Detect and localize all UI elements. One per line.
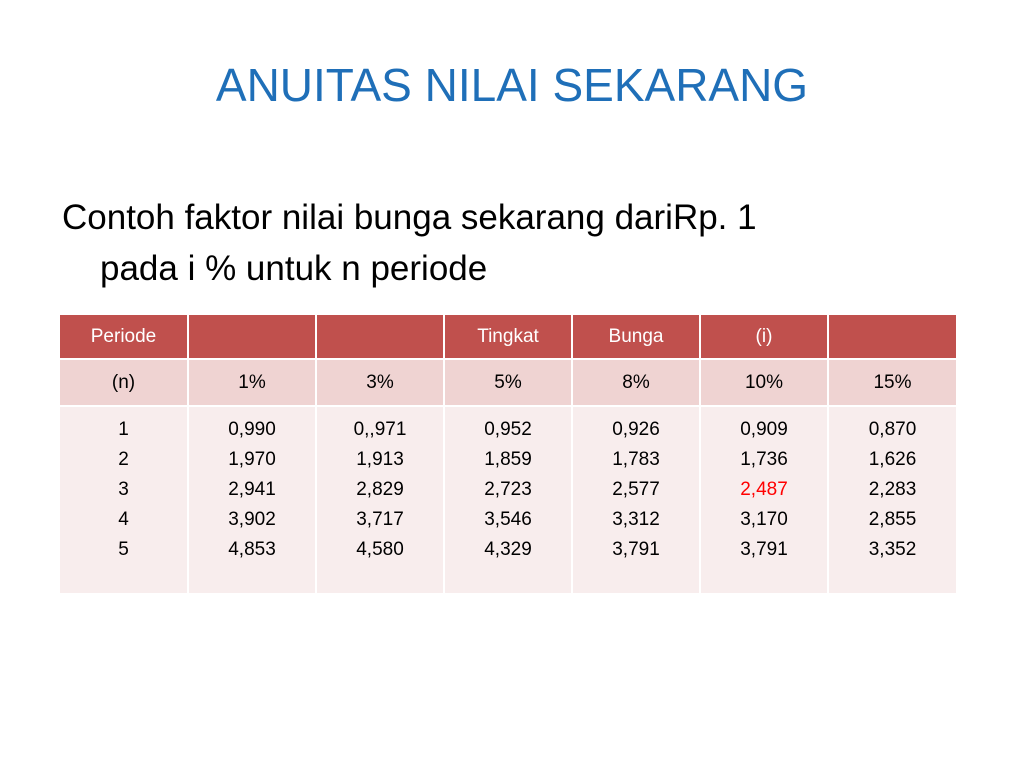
factor-value: 3,312 [612,509,660,530]
table-subheader-row [60,359,956,406]
rate-1-column [188,406,316,594]
period-value: 1 [118,419,129,440]
factor-value: 3,352 [868,539,917,560]
header-cell-tingkat: Tingkat [444,315,572,359]
factor-value: 3,546 [484,509,532,530]
header-cell-empty [316,315,444,359]
header-cell-bunga: Bunga [572,315,700,359]
header-cell-empty [188,315,316,359]
slide-subtitle [62,193,942,295]
factor-value: 2,855 [868,509,917,530]
factor-value-highlighted: 2,487 [740,479,788,500]
factor-value: 0,870 [868,419,917,440]
period-value: 5 [118,539,129,560]
factor-value: 2,941 [228,479,276,500]
header-cell-empty [828,315,956,359]
subheader-cell-rate: 8% [572,359,700,406]
factor-value: 1,913 [356,449,404,470]
factor-value: 0,990 [228,419,276,440]
factor-value: 1,859 [484,449,532,470]
period-value: 3 [118,479,129,500]
period-column [60,406,188,594]
factor-value: 3,717 [356,509,404,530]
factor-value: 4,580 [356,539,404,560]
subheader-cell-rate: 5% [444,359,572,406]
factor-value: 3,791 [612,539,660,560]
subtitle-line-1: Contoh faktor nilai bunga sekarang dariRp. 1 [62,198,757,237]
factor-value: 3,791 [740,539,788,560]
subtitle-line-2: pada i % untuk n periode [100,248,488,288]
rate-15-column [828,406,956,594]
factor-value: 0,926 [612,419,660,440]
slide-title: ANUITAS NILAI SEKARANG [215,59,809,111]
factor-value: 2,577 [612,479,660,500]
factor-value: 2,829 [356,479,404,500]
factor-value: 2,283 [868,479,917,500]
subheader-cell-rate: 15% [828,359,956,406]
subheader-cell-rate: 10% [700,359,828,406]
factor-value: 0,952 [484,419,532,440]
period-value: 2 [118,449,129,470]
rate-5-column [444,406,572,594]
factor-value: 1,783 [612,449,660,470]
table-body-row [60,406,956,594]
factor-value: 4,853 [228,539,276,560]
factor-value: 1,736 [740,449,788,470]
rate-8-column [572,406,700,594]
period-value: 4 [118,509,129,530]
factor-value: 0,,971 [353,419,407,440]
rate-3-column [316,406,444,594]
subheader-cell-rate: 1% [188,359,316,406]
factor-value: 3,902 [228,509,276,530]
header-cell-i: (i) [700,315,828,359]
factor-value: 1,626 [868,449,917,470]
rate-10-column [700,406,828,594]
subheader-cell-n: (n) [60,359,188,406]
factor-value: 0,909 [740,419,788,440]
table-header-row [60,315,956,359]
factor-value: 4,329 [484,539,532,560]
factor-value: 1,970 [228,449,276,470]
interest-factor-table [60,315,956,595]
factor-value: 3,170 [740,509,788,530]
factor-value: 2,723 [484,479,532,500]
subheader-cell-rate: 3% [316,359,444,406]
header-cell-periode: Periode [60,315,188,359]
